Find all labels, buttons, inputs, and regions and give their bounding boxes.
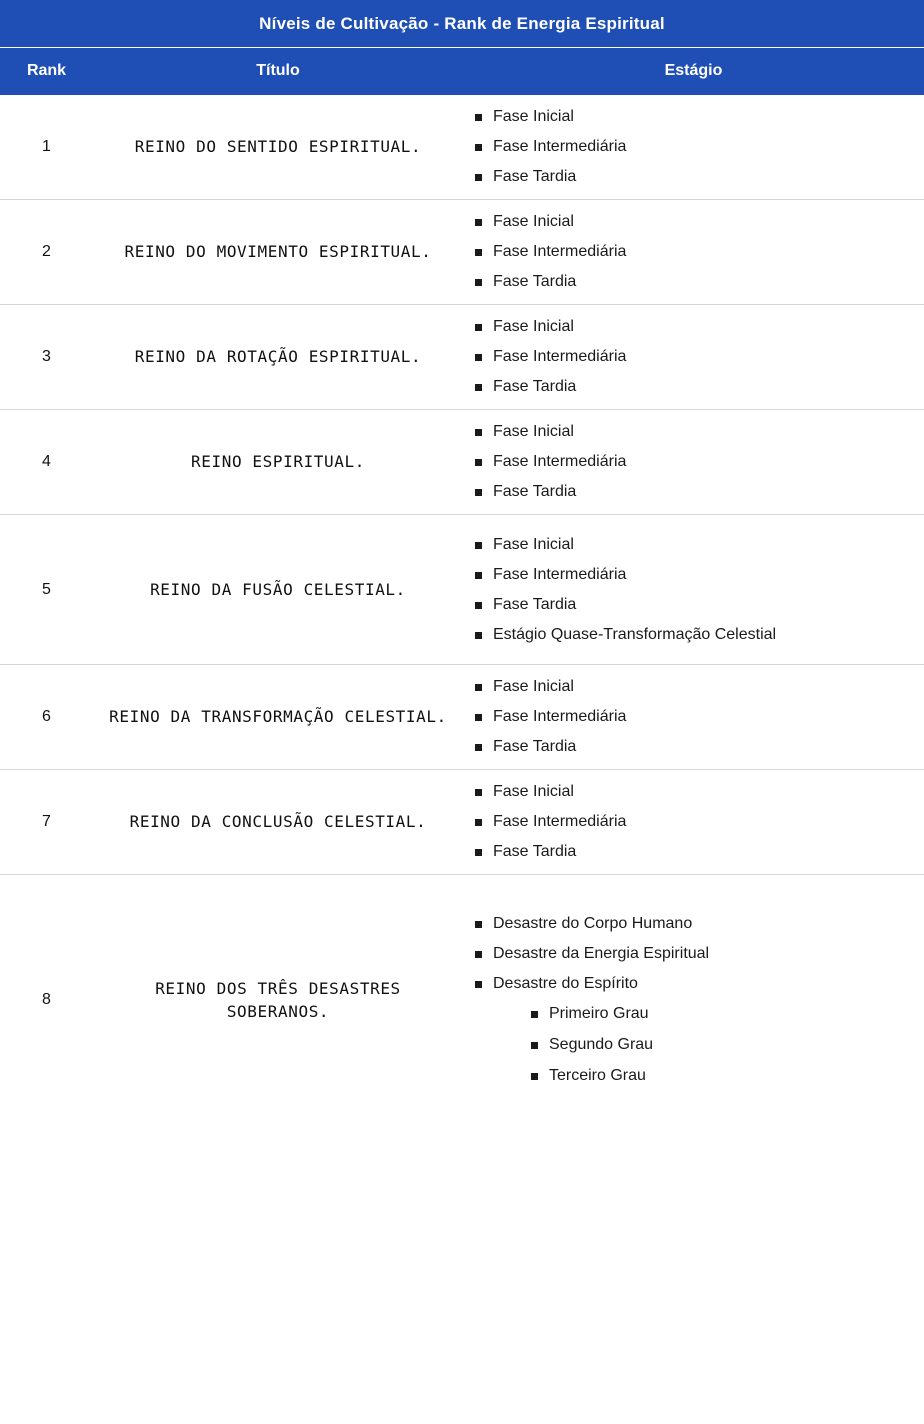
cell-rank: 2 [42, 243, 51, 260]
table-row [0, 305, 924, 410]
stage-item [471, 537, 914, 553]
stage-list [463, 784, 914, 860]
stage-item-label: Fase Tardia [493, 843, 577, 860]
stage-item-label: Fase Intermediária [493, 138, 627, 155]
square-bullet-icon [475, 744, 482, 751]
cell-titulo: REINO DOS TRÊS DESASTRES SOBERANOS. [155, 978, 401, 1021]
stage-item-label: Fase Intermediária [493, 243, 627, 260]
square-bullet-icon [531, 1073, 538, 1080]
stage-item [471, 349, 914, 365]
stage-item-label: Fase Intermediária [493, 453, 627, 470]
stage-list [463, 319, 914, 395]
stage-item-label: Fase Tardia [493, 738, 577, 755]
table-row [0, 410, 924, 515]
table-row [0, 875, 924, 1125]
stage-item-label: Desastre do Espírito [493, 975, 638, 992]
square-bullet-icon [531, 1011, 538, 1018]
stage-item-label: Fase Inicial [493, 535, 574, 553]
square-bullet-icon [475, 602, 482, 609]
stage-item-label: Fase Inicial [493, 678, 574, 695]
square-bullet-icon [475, 572, 482, 579]
stage-item-label: Fase Inicial [493, 108, 574, 125]
stage-sub-item [527, 1068, 914, 1084]
stage-item [471, 709, 914, 725]
stage-item [471, 484, 914, 500]
stage-item [471, 739, 914, 755]
stage-list [463, 537, 914, 643]
stage-item-label: Fase Intermediária [493, 708, 627, 725]
table-row [0, 95, 924, 200]
cell-rank: 4 [42, 453, 51, 470]
square-bullet-icon [475, 849, 482, 856]
cell-rank: 8 [42, 991, 51, 1008]
cell-estagio [463, 200, 924, 304]
stage-item-label: Fase Tardia [493, 273, 577, 290]
column-header-rank: Rank [26, 62, 67, 79]
stage-item-label: Fase Intermediária [493, 813, 627, 830]
square-bullet-icon [475, 489, 482, 496]
cell-titulo: REINO DA ROTAÇÃO ESPIRITUAL. [134, 347, 422, 367]
stage-list [463, 679, 914, 755]
stage-item-label: Fase Inicial [493, 318, 574, 335]
stage-item [471, 679, 914, 695]
cell-titulo: REINO DA FUSÃO CELESTIAL. [150, 579, 406, 599]
cell-estagio [463, 770, 924, 874]
square-bullet-icon [475, 354, 482, 361]
square-bullet-icon [475, 542, 482, 549]
cell-estagio [463, 410, 924, 514]
cell-titulo: REINO DA TRANSFORMAÇÃO CELESTIAL. [109, 707, 447, 727]
stage-item-label: Fase Intermediária [493, 565, 627, 583]
cell-titulo: REINO ESPIRITUAL. [191, 452, 365, 472]
stage-item [471, 319, 914, 335]
stage-item-label: Fase Tardia [493, 483, 577, 500]
cell-estagio [463, 515, 924, 664]
cell-rank: 1 [42, 138, 51, 155]
stage-list [463, 424, 914, 500]
square-bullet-icon [475, 429, 482, 436]
stage-item [471, 274, 914, 290]
square-bullet-icon [475, 981, 482, 988]
stage-item-label: Fase Tardia [493, 378, 577, 395]
cell-titulo: REINO DA CONCLUSÃO CELESTIAL. [129, 812, 427, 832]
stage-sub-list [493, 1006, 914, 1084]
cell-titulo: REINO DO SENTIDO ESPIRITUAL. [134, 137, 422, 157]
stage-item [471, 814, 914, 830]
stage-item-label: Fase Tardia [493, 168, 577, 185]
cell-estagio [463, 95, 924, 199]
square-bullet-icon [475, 384, 482, 391]
square-bullet-icon [475, 459, 482, 466]
cell-estagio [463, 875, 924, 1125]
stage-item-label: Desastre da Energia Espiritual [493, 945, 710, 962]
stage-item [471, 214, 914, 230]
square-bullet-icon [475, 684, 482, 691]
square-bullet-icon [475, 279, 482, 286]
square-bullet-icon [475, 249, 482, 256]
stage-item-label: Fase Inicial [493, 783, 574, 800]
table-title: Níveis de Cultivação - Rank de Energia Espiritual [0, 0, 924, 47]
square-bullet-icon [475, 324, 482, 331]
stage-sub-item [527, 1006, 914, 1022]
square-bullet-icon [475, 714, 482, 721]
stage-item [471, 976, 914, 1084]
stage-item [471, 424, 914, 440]
stage-item [471, 169, 914, 185]
square-bullet-icon [475, 114, 482, 121]
cell-rank: 7 [42, 813, 51, 830]
square-bullet-icon [475, 219, 482, 226]
stage-item-label: Fase Inicial [493, 213, 574, 230]
cell-titulo: REINO DO MOVIMENTO ESPIRITUAL. [124, 242, 432, 262]
table-row [0, 770, 924, 875]
stage-item [471, 784, 914, 800]
square-bullet-icon [475, 632, 482, 639]
stage-item [471, 454, 914, 470]
square-bullet-icon [475, 951, 482, 958]
stage-item [471, 844, 914, 860]
stage-item [471, 109, 914, 125]
cell-rank: 6 [42, 708, 51, 725]
cell-estagio [463, 305, 924, 409]
stage-list [463, 916, 914, 1084]
stage-item-label: Fase Tardia [493, 595, 577, 613]
cell-rank: 5 [42, 580, 51, 598]
table-row [0, 515, 924, 665]
stage-sub-item-label: Primeiro Grau [549, 1005, 649, 1022]
stage-item [471, 946, 914, 962]
stage-item [471, 916, 914, 932]
cell-estagio [463, 665, 924, 769]
stage-list [463, 214, 914, 290]
stage-sub-item-label: Terceiro Grau [549, 1067, 646, 1084]
table-row [0, 200, 924, 305]
square-bullet-icon [475, 921, 482, 928]
stage-item [471, 627, 914, 643]
stage-item-label: Estágio Quase-Transformação Celestial [493, 625, 777, 643]
square-bullet-icon [475, 789, 482, 796]
cell-rank: 3 [42, 348, 51, 365]
table-body [0, 95, 924, 1125]
column-header-estagio: Estágio [664, 62, 723, 79]
square-bullet-icon [475, 144, 482, 151]
stage-item [471, 244, 914, 260]
square-bullet-icon [475, 819, 482, 826]
stage-item-label: Desastre do Corpo Humano [493, 915, 693, 932]
table-header-row [0, 47, 924, 95]
stage-item-label: Fase Intermediária [493, 348, 627, 365]
square-bullet-icon [475, 174, 482, 181]
column-header-titulo: Título [256, 62, 300, 79]
stage-item [471, 139, 914, 155]
stage-sub-item [527, 1037, 914, 1053]
stage-item [471, 597, 914, 613]
stage-item [471, 379, 914, 395]
stage-sub-item-label: Segundo Grau [549, 1036, 654, 1053]
stage-item [471, 567, 914, 583]
stage-list [463, 109, 914, 185]
table-row [0, 665, 924, 770]
square-bullet-icon [531, 1042, 538, 1049]
stage-item-label: Fase Inicial [493, 423, 574, 440]
